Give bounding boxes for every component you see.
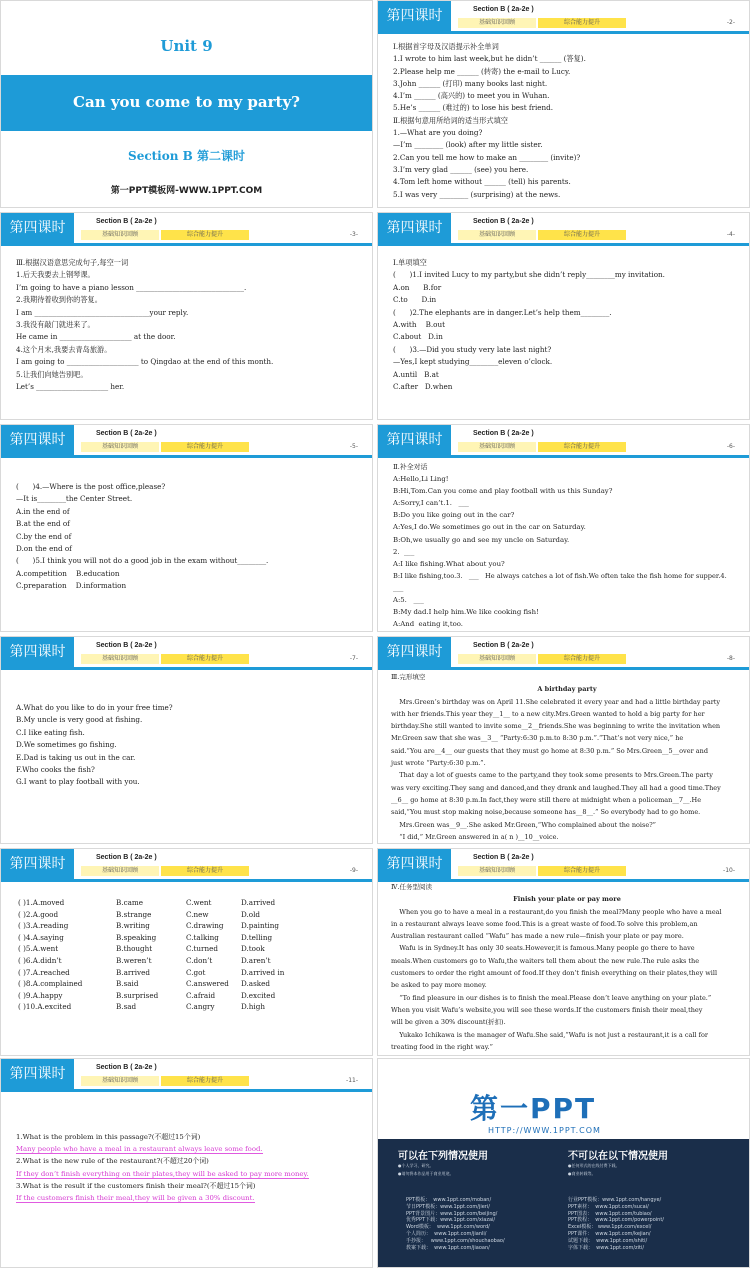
text-line: ( )1.I invited Lucy to my party,but she didn’t reply________my invitation.	[393, 270, 665, 280]
question: 1.What is the problem in this passage?(不超过15个词)	[16, 1133, 201, 1141]
section-label: Section B ( 2a-2e )	[96, 430, 157, 437]
text-line: D.on the end of	[16, 544, 72, 554]
exercise-body	[16, 257, 362, 393]
text-line: Australian restaurant called “Wafu” has made a new rule—finish your plate or pay more.	[391, 932, 684, 941]
page-number: -4-	[726, 231, 735, 238]
text-line: C.to D.in	[393, 295, 437, 305]
text-line: 3.I’m very glad ______ (see) you here.	[393, 164, 529, 174]
text-line: was very exciting.They sang and danced,and they drank and laughed.They all had a good time.They	[391, 783, 721, 792]
text-line: C.by the end of	[16, 531, 72, 541]
text-line: birthday.She still wanted to invite some__2__friends.She was beginning to write the invitation when	[391, 722, 721, 731]
page-number: -8-	[726, 655, 735, 662]
text-line: I am going to ____________________ to Qingdao at the end of this month.	[16, 357, 274, 367]
text-line: 1.后天我要去上钢琴课。	[16, 270, 95, 280]
tab-advanced[interactable]: 综合能力提升	[161, 230, 249, 240]
text-line: will be given a 30% discount(折扣).	[391, 1018, 506, 1027]
slide-header	[378, 1, 749, 35]
text-line: in a restaurant always leave some food.This is a great waste of food.To solve this problem,an	[391, 919, 698, 928]
tab-advanced[interactable]: 综合能力提升	[538, 654, 626, 664]
text-line: “I did,” Mr.Green answered in a( n )__10__voice.	[391, 832, 559, 841]
slide-header	[378, 637, 749, 671]
tab-basic[interactable]: 基础知识回顾	[81, 230, 159, 240]
tab-advanced[interactable]: 综合能力提升	[161, 1076, 249, 1086]
section-label: Section B ( 2a-2e )	[473, 430, 534, 437]
text-line: When you go to have a meal in a restaurant,do you finish the meal?Many people who have a meal	[391, 907, 722, 916]
answer: Many people who have a meal in a restaurant always leave some food.	[16, 1145, 263, 1154]
text-line: 3.John ______ (打印) many books last night.	[393, 78, 548, 88]
text-line: A.until B.at	[393, 369, 439, 379]
text-line: 1.I wrote to him last week,but he didn’t ______ (答复).	[393, 54, 586, 64]
page-number: -6-	[726, 443, 735, 450]
link-list-right[interactable]: 行业PPT模板：www.1ppt.com/hangye/ PPT素材： www.1ppt.com/sucai/ PPT图表： www.1ppt.com/tubiao/ PPT教程： www.1ppt.com/powerpoint/ Excel模板： www.1ppt.com/excel/ PPT课件： www.1ppt.com/kejian/ 试题下载： www.1ppt.com/shiti/ 字体下载： www.1ppt.com/ziti/	[568, 1197, 664, 1251]
text-line: When you visit Wafu’s website,you will see these words.If the customers finish their meal,they	[391, 1005, 703, 1014]
section-label: Section B ( 2a-2e )	[473, 854, 534, 861]
text-line: B:Oh,we usually go and see my uncle on Saturday.	[393, 535, 570, 544]
text-line: G.I want to play football with you.	[16, 777, 140, 787]
slide-8[interactable]	[377, 636, 750, 844]
section-label: Section B ( 2a-2e )	[473, 218, 534, 225]
slide-10[interactable]	[377, 848, 750, 1056]
text-line: 5.I was very ________ (surprising) at the news.	[393, 189, 561, 199]
text-line: meals.When customers go to Wafu,the waiters tell them about the new rule.The rule asks the	[391, 956, 700, 965]
brand-url[interactable]: HTTP://WWW.1PPT.COM	[488, 1126, 601, 1135]
lesson-title: Can you come to my party?	[73, 93, 300, 111]
tab-basic[interactable]: 基础知识回顾	[458, 654, 536, 664]
lesson-label: 第四课时	[378, 213, 451, 243]
text-line: just wrote “Party:6:30 p.m.”.	[391, 759, 486, 768]
section-label: Section B ( 2a-2e )	[473, 642, 534, 649]
section-subtitle: Section B 第二课时	[128, 149, 245, 163]
tab-basic[interactable]: 基础知识回顾	[458, 230, 536, 240]
text-line: Ⅰ.根据首字母及汉语提示补全单词	[393, 42, 499, 51]
text-line: ( )3.—Did you study very late last night?	[393, 344, 552, 354]
text-line: 2. ___	[393, 547, 415, 556]
usage-band	[378, 1139, 749, 1267]
text-line: __6__ go home at 8:30 p.m.In fact,they were still there at midnight when a policeman__7__.He	[391, 795, 702, 804]
tab-advanced[interactable]: 综合能力提升	[538, 18, 626, 28]
cloze-passage	[391, 671, 743, 843]
forbidden-heading: 不可以在以下情况使用	[568, 1151, 668, 1162]
text-line: ( )2.The elephants are in danger.Let’s help them________.	[393, 307, 612, 317]
slide-header	[378, 425, 749, 459]
lesson-label: 第四课时	[378, 425, 451, 455]
page-number: -9-	[349, 867, 358, 874]
text-line: B:My dad.I help him.We like cooking fish!	[393, 608, 539, 617]
text-line: A:Yes,I do.We sometimes go out in the car on Saturday.	[393, 523, 586, 532]
text-line: Ⅰ.单项填空	[393, 258, 427, 267]
text-line: F.Who cooks the fish?	[16, 765, 95, 775]
text-line: ___	[393, 583, 404, 592]
tab-advanced[interactable]: 综合能力提升	[161, 442, 249, 452]
text-line: ( )5.I think you will not do a good job in the exam without________.	[16, 556, 269, 566]
question: 3.What is the result if the customers finish their meal?(不超过15个词)	[16, 1181, 256, 1190]
text-line: Ⅲ.根据汉语意思完成句子,每空一词	[16, 258, 129, 267]
text-line: customers to order the right amount of food.If they don’t finish everything on their plates,they will	[391, 969, 718, 978]
slide-6[interactable]	[377, 424, 750, 632]
text-line: Mrs.Green’s birthday was on April 11.She celebrated it every year and had a little birthday party	[391, 697, 721, 706]
slide-header	[1, 849, 372, 883]
text-line: B.My uncle is very good at fishing.	[16, 715, 143, 725]
text-line: Ⅱ.补全对话	[393, 463, 428, 471]
text-line: B:I like fishing,too.3. ___ He always catches a lot of fish.We often take the fish home for supper.4.	[393, 571, 727, 580]
note: ●商业转载等。	[568, 1171, 596, 1176]
exercise-body	[16, 702, 362, 789]
slide-header	[1, 425, 372, 459]
text-line: —It is________the Center Street.	[16, 494, 133, 504]
text-line: Ⅱ.根据句意用所给词的适当形式填空	[393, 115, 508, 125]
tab-basic[interactable]: 基础知识回顾	[81, 442, 159, 452]
slide-7[interactable]	[0, 636, 373, 844]
text-line: C.about D.in	[393, 332, 443, 342]
text-line: Let’s ____________________ her.	[16, 382, 125, 392]
slide-header	[1, 637, 372, 671]
text-line: B:Do you like going out in the car?	[393, 511, 515, 520]
text-line: —Yes,I kept studying________eleven o’clock.	[393, 357, 553, 367]
text-line: A.What do you like to do in your free time?	[16, 703, 173, 712]
slide-cover[interactable]	[0, 0, 373, 208]
slide-4[interactable]	[377, 212, 750, 420]
text-line: —I’m ________ (look) after my little sister.	[393, 140, 543, 150]
tab-basic[interactable]: 基础知识回顾	[81, 654, 159, 664]
section-heading: Ⅲ.完形填空	[391, 673, 426, 681]
slide-5[interactable]	[0, 424, 373, 632]
passage-title: A birthday party	[537, 685, 597, 694]
text-line: 4.I’m ______ (高兴的) to meet you in Wuhan.	[393, 91, 550, 101]
text-line: D.We sometimes go fishing.	[16, 740, 117, 750]
slide-9[interactable]: 第四课时 Section B ( 2a-2e ) 基础知识回顾 综合能力提升 -9- ( )1.A.moved B.came C.went D.arrived ( )2.A.good B.strange C.new D.old ( )3.A.reading B.writing C.drawing D.painting ( )4.A.saying B.speaking C.talking D.telling ( )5.A.went B.thought C.turned D.took ( )6.A.didn’t B.weren’t C.don’t D.aren’t ( )7.A.reached B.arrived C.got D.arrived in ( )8.A.complained B.said C.answered D.asked ( )9.A.happy B.surprised C.afraid D.excited ( )10.A.excited B.sad C.angry D.high	[0, 848, 373, 1056]
text-line: Wafu is in Sydney.It has only 30 seats.However,it is famous.Many people go there to have	[391, 944, 695, 953]
page-number: -3-	[349, 231, 358, 238]
text-line: 5.He’s ______ (难过的) to lose his best friend.	[393, 103, 554, 113]
text-line: said,“You must stop making noise,because someone has__8__.” So everybody had to go home.	[391, 808, 701, 817]
text-line: C.I like eating fish.	[16, 727, 85, 737]
section-label: Section B ( 2a-2e )	[96, 1064, 157, 1071]
section-label: Section B ( 2a-2e )	[96, 642, 157, 649]
lesson-label: 第四课时	[1, 849, 74, 879]
lesson-label: 第四课时	[378, 849, 451, 879]
reading-passage	[391, 881, 743, 1053]
text-line: I’m going to have a piano lesson ______________________________.	[16, 282, 247, 292]
text-line: said.“You are__4__ our guests that they must go home at 8:30 p.m.” So Mrs.Green__5__over and	[391, 746, 708, 755]
text-line: ( )4.—Where is the post office,please?	[16, 482, 166, 491]
text-line: 2.Can you tell me how to make an ________ (invite)?	[393, 152, 581, 162]
text-line: A.competition B.education	[16, 568, 120, 578]
section-heading: Ⅳ.任务型阅读	[391, 883, 433, 891]
text-line: Mr.Green saw that she was__3__ “Party:6:30 p.m.to 8:30 p.m.”.“That’s not very nice,” he	[391, 734, 684, 743]
page-number: -7-	[349, 655, 358, 662]
text-line: “To find pleasure in our dishes is to finish the meal.Please don’t leave anything on your plate.”	[391, 993, 712, 1002]
section-label: Section B ( 2a-2e )	[96, 854, 157, 861]
text-line: B:Hi,Tom.Can you come and play football with us this Sunday?	[393, 487, 613, 496]
text-line: 5.让我们向她告别吧。	[16, 369, 88, 379]
lesson-label: 第四课时	[1, 213, 74, 243]
answer: If they don’t finish everything on their plates,they will be asked to pay more money.	[16, 1169, 309, 1178]
page-number: -11-	[346, 1077, 358, 1084]
exercise-body	[393, 257, 739, 393]
text-line: He came in ____________________ at the door.	[16, 332, 176, 342]
text-line: 4.这个月末,我要去青岛旅游。	[16, 344, 112, 354]
text-line: C.after D.when	[393, 382, 453, 392]
tab-advanced[interactable]: 综合能力提升	[161, 866, 249, 876]
tab-advanced[interactable]: 综合能力提升	[538, 866, 626, 876]
lesson-label: 第四课时	[378, 637, 451, 667]
text-line: A:I like fishing.What about you?	[393, 559, 505, 568]
slide-2[interactable]	[377, 0, 750, 208]
slide-3[interactable]	[0, 212, 373, 420]
text-line: B.at the end of	[16, 519, 70, 529]
tab-advanced[interactable]: 综合能力提升	[161, 654, 249, 664]
page-number: -10-	[723, 867, 735, 874]
tab-basic[interactable]: 基础知识回顾	[458, 866, 536, 876]
text-line: That day a lot of guests came to the party,and they took some presents to Mrs.Green.The party	[391, 771, 713, 780]
lesson-label: 第四课时	[1, 637, 74, 667]
text-line: C.preparation D.information	[16, 581, 127, 591]
text-line: 4.Tom left home without ______ (tell) his parents.	[393, 177, 571, 187]
text-line: Yukako Ichikawa is the manager of Wafu.She said,“Wafu is not just a restaurant,it is a call for	[391, 1030, 709, 1039]
text-line: A.in the end of	[16, 506, 70, 516]
tab-basic[interactable]: 基础知识回顾	[458, 18, 536, 28]
question: 2.What is the new rule of the restaurant?(不超过20个词)	[16, 1157, 209, 1166]
text-line: I am ________________________________your reply.	[16, 307, 189, 317]
exercise-body	[393, 41, 739, 201]
tab-advanced[interactable]: 综合能力提升	[538, 442, 626, 452]
page-number: -5-	[349, 443, 358, 450]
passage-title: Finish your plate or pay more	[513, 895, 621, 904]
text-line: A.with B.out	[393, 320, 445, 330]
lesson-label: 第四课时	[1, 425, 74, 455]
slide-credits[interactable]	[377, 1058, 750, 1268]
text-line: 2.我期待着收到你的答复。	[16, 295, 102, 305]
text-line: A.on B.for	[393, 282, 442, 292]
tab-basic[interactable]: 基础知识回顾	[81, 1076, 159, 1086]
allowed-heading: 可以在下列情况使用	[398, 1151, 488, 1162]
slide-header	[1, 1059, 372, 1093]
text-line: 1.—What are you doing?	[393, 128, 483, 138]
slide-header	[378, 849, 749, 883]
text-line: with her friends.This year they__1__ to a new city.Mrs.Green wanted to hold a big party for her	[391, 709, 705, 718]
answers-body	[16, 1131, 362, 1204]
answer: If the customers finish their meal,they will be given a 30% discount.	[16, 1194, 255, 1203]
slide-11[interactable]	[0, 1058, 373, 1268]
text-line: 2.Please help me ______ (转寄) the e-mail to Lucy.	[393, 66, 571, 76]
slide-header	[1, 213, 372, 247]
link-list-left[interactable]: PPT模板： www.1ppt.com/moban/ 节日PPT模板：www.1ppt.com/jieri/ PPT背景图片：www.1ppt.com/beijing/ 优秀PPT下载：www.1ppt.com/xiazai/ Word模板： www.1ppt.com/word/ 个人简历： www.1ppt.com/jianli/ 手抄报： www.1ppt.com/shouchaobao/ 教案下载： www.1ppt.com/jiaoan/	[406, 1197, 505, 1251]
text-line: be asked to pay more money.	[391, 981, 487, 990]
text-line: A:Sorry,I can’t.1. ___	[393, 499, 469, 508]
text-line: E.Dad is taking us out in the car.	[16, 752, 136, 762]
text-line: A:5. ___	[393, 596, 424, 605]
unit-title: Unit 9	[160, 37, 213, 55]
lesson-label: 第四课时	[1, 1059, 74, 1089]
page-number: -2-	[726, 19, 735, 26]
section-label: Section B ( 2a-2e )	[96, 218, 157, 225]
slide-header	[378, 213, 749, 247]
note: ●个人学习、研究。	[398, 1163, 434, 1168]
text-line: 3.我没有敲门就进来了。	[16, 320, 95, 330]
section-label: Section B ( 2a-2e )	[473, 6, 534, 13]
lesson-label: 第四课时	[378, 1, 451, 31]
exercise-body	[393, 461, 739, 630]
text-line: Mrs.Green was__9__.She asked Mr.Green,“Who complained about the noise?”	[391, 820, 657, 829]
note: ●请勿将本作品用于商业用途。	[398, 1171, 454, 1176]
note: ●任何形式的在线付费下载。	[568, 1163, 620, 1168]
tab-advanced[interactable]: 综合能力提升	[538, 230, 626, 240]
text-line: A:And eating it,too.	[393, 620, 463, 629]
text-line: A:Hello,Li Ling!	[393, 475, 449, 484]
text-line: treating food in the right way.”	[391, 1042, 493, 1051]
tab-basic[interactable]: 基础知识回顾	[458, 442, 536, 452]
exercise-body	[16, 481, 362, 593]
tab-basic[interactable]: 基础知识回顾	[81, 866, 159, 876]
brand-logo: 第一PPT	[470, 1092, 597, 1125]
site-credit: 第一PPT模板网-WWW.1PPT.COM	[110, 186, 263, 196]
